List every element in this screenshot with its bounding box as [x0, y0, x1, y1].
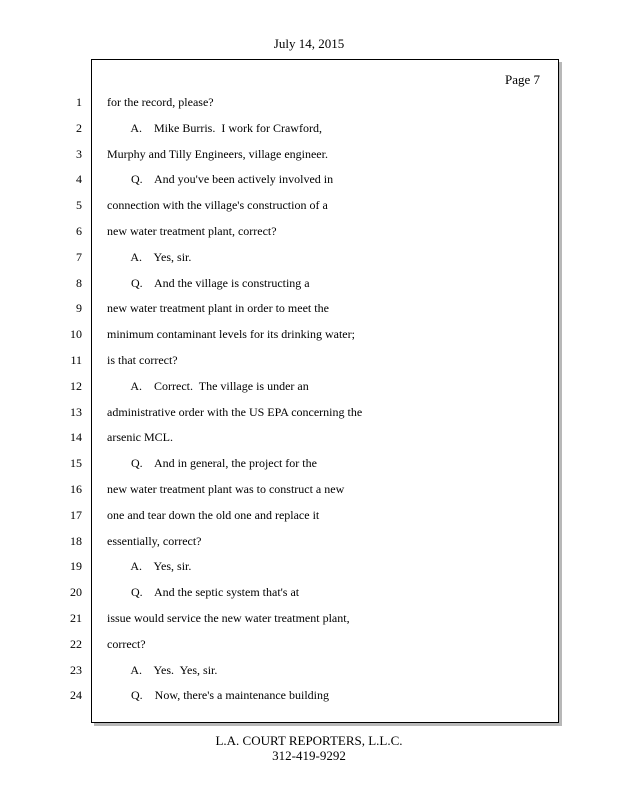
line-number: 19 — [70, 559, 82, 574]
line-number-column — [50, 94, 82, 713]
transcript-line: new water treatment plant was to construct a new — [107, 481, 345, 496]
footer-company: L.A. COURT REPORTERS, L.L.C. — [215, 733, 403, 748]
transcript-date: July 14, 2015 — [273, 36, 345, 51]
transcript-line: A. Mike Burris. I work for Crawford, — [107, 120, 322, 135]
line-number: 24 — [70, 688, 82, 703]
transcript-line: arsenic MCL. — [107, 430, 173, 445]
transcript-line: for the record, please? — [107, 95, 214, 109]
transcript-line: connection with the village's construction of a — [107, 198, 328, 213]
line-number: 2 — [76, 120, 82, 135]
line-number: 4 — [76, 172, 82, 187]
line-number: 22 — [70, 636, 82, 651]
footer — [0, 733, 618, 763]
line-number: 6 — [76, 223, 82, 238]
footer-phone: 312-419-9292 — [272, 748, 346, 763]
line-number: 10 — [70, 327, 82, 342]
transcript-line: A. Yes, sir. — [107, 559, 192, 574]
line-number: 5 — [76, 198, 82, 213]
page-number-label: Page 7 — [504, 72, 540, 87]
transcript-line: Murphy and Tilly Engineers, village engineer. — [107, 146, 328, 161]
transcript-line: issue would service the new water treatment plant, — [107, 610, 350, 625]
line-number: 18 — [70, 533, 82, 548]
transcript-line: new water treatment plant, correct? — [107, 223, 277, 238]
transcript-line: Q. And the septic system that's at — [107, 585, 300, 600]
line-number: 8 — [76, 275, 82, 290]
line-number: 15 — [70, 456, 82, 471]
line-number: 7 — [76, 249, 82, 264]
line-number: 17 — [70, 507, 82, 522]
line-number: 23 — [70, 662, 82, 677]
line-number: 11 — [70, 352, 82, 367]
line-number: 13 — [70, 404, 82, 419]
transcript-line: new water treatment plant in order to meet the — [107, 301, 329, 316]
transcript-line: minimum contaminant levels for its drinking water; — [107, 327, 355, 342]
transcript-line: Q. Now, there's a maintenance building — [107, 688, 329, 703]
transcript-line: administrative order with the US EPA concerning the — [107, 404, 363, 419]
transcript-text-column — [107, 94, 547, 713]
transcript-line: is that correct? — [107, 352, 178, 367]
transcript-line: Q. And you've been actively involved in — [107, 172, 334, 187]
transcript-line: Q. And in general, the project for the — [107, 456, 317, 471]
line-number: 14 — [70, 430, 82, 445]
transcript-line: A. Yes, sir. — [107, 249, 192, 264]
line-number: 20 — [70, 585, 82, 600]
line-number: 9 — [76, 301, 82, 316]
line-number: 1 — [76, 95, 82, 109]
line-number: 12 — [70, 378, 82, 393]
transcript-line: essentially, correct? — [107, 533, 202, 548]
line-number: 3 — [76, 146, 82, 161]
transcript-line: A. Yes. Yes, sir. — [107, 662, 218, 677]
line-number: 21 — [70, 610, 82, 625]
line-number: 16 — [70, 481, 82, 496]
transcript-line: Q. And the village is constructing a — [107, 275, 310, 290]
transcript-line: A. Correct. The village is under an — [107, 378, 309, 393]
transcript-line: correct? — [107, 636, 146, 651]
transcript-line: one and tear down the old one and replace it — [107, 507, 320, 522]
